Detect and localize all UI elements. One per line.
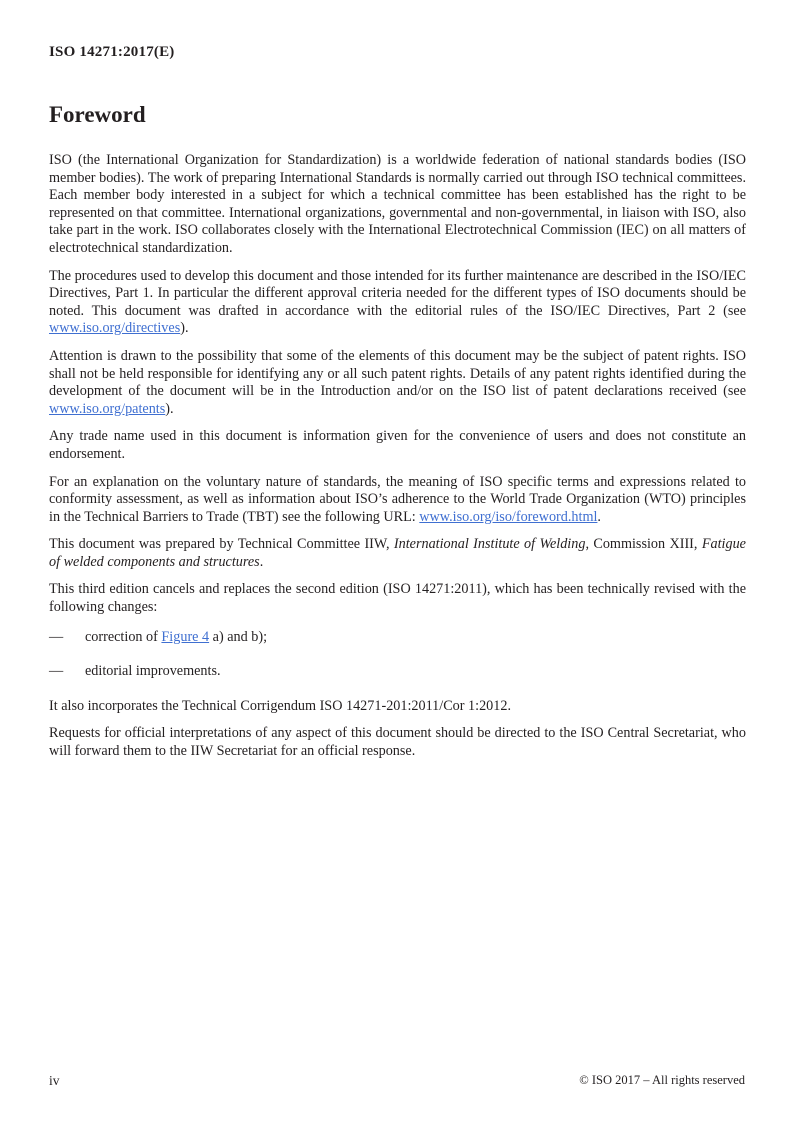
paragraph-wto-tbt <box>49 474 746 527</box>
paragraph-corrigendum <box>49 698 746 716</box>
paragraph-text: editorial improvements. <box>85 663 221 680</box>
paragraph-iso-federation <box>49 152 746 258</box>
paragraph-text: Requests for official interpretations of any aspect of this document should be directed to the ISO Central Secretariat, who will forward them to the IIW Secretariat for an official response. <box>49 725 746 760</box>
paragraph-text: It also incorporates the Technical Corrigendum ISO 14271-201:2011/Cor 1:2012. <box>49 697 511 714</box>
document-reference-header: ISO 14271:2017(E) <box>49 44 175 60</box>
foreword-body <box>49 152 746 771</box>
list-item-text <box>85 663 746 681</box>
link-iso-directives[interactable]: www.iso.org/directives <box>49 320 181 337</box>
link-iso-patents[interactable]: www.iso.org/patents <box>49 400 166 417</box>
list-item-text <box>85 629 746 647</box>
paragraph-trade-name <box>49 428 746 463</box>
paragraph-text: correction of <box>85 628 162 645</box>
copyright-notice: © ISO 2017 – All rights reserved <box>579 1073 745 1087</box>
paragraph-text: , Commission XIII, <box>585 536 702 553</box>
page-title: Foreword <box>49 102 146 127</box>
paragraph-third-edition <box>49 581 746 616</box>
paragraph-text: ISO (the International Organization for Standardization) is a worldwide federation of national standards bodies (ISO member bodies). The work of preparing International Standards is normally carried out through ISO technical committees. Each member body interested in a subject for which a technical committee has been established has the right to be represented on that committee. International organizations, governmental and non-governmental, in liaison with ISO, also take part in the work. ISO collaborates closely with the International Electrotechnical Commission (IEC) on all matters of electrotechnical standardization. <box>49 152 746 256</box>
paragraph-procedures <box>49 268 746 338</box>
dash-marker: — <box>49 663 64 680</box>
paragraph-text: This third edition cancels and replaces the second edition (ISO 14271:2011), which has been technically revised with the following changes: <box>49 581 746 616</box>
link-figure-4[interactable]: Figure 4 <box>161 628 210 645</box>
page-number: iv <box>49 1073 60 1088</box>
link-iso-foreword-url[interactable]: www.iso.org/iso/foreword.html <box>419 508 598 525</box>
paragraph-patent-rights <box>49 348 746 418</box>
paragraph-text: ). <box>180 320 189 337</box>
dash-marker: — <box>49 628 64 645</box>
list-item-editorial <box>49 663 746 681</box>
changes-list <box>49 629 746 681</box>
paragraph-text: . <box>597 508 601 525</box>
paragraph-text: Attention is drawn to the possibility that some of the elements of this document may be the subject of patent rights. ISO shall not be held responsible for identifying any or all such patent rights. Details of any patent rights identified during the development of the document will be in the Introduction and/or on the ISO list of patent declarations received (see <box>49 347 746 400</box>
paragraph-text: Any trade name used in this document is information given for the convenience of users and does not constitute an endorsement. <box>49 428 746 462</box>
list-item-figure-correction <box>49 629 746 647</box>
paragraph-text: . <box>259 553 264 570</box>
paragraph-committee <box>49 536 746 571</box>
paragraph-text: ). <box>165 400 174 417</box>
paragraph-text: For an explanation on the voluntary nature of standards, the meaning of ISO specific terms and expressions related to conformity assessment, as well as information about ISO’s adherence to the World Trade Organization (WTO) principles in the Technical Barriers to Trade (TBT) see the following URL: <box>49 473 746 525</box>
paragraph-text: The procedures used to develop this document and those intended for its further maintenance are described in the ISO/IEC Directives, Part 1. In particular the different approval criteria needed for the different types of ISO documents should be noted. This document was drafted in accordance with the editorial rules of the ISO/IEC Directives, Part 2 (see <box>49 267 746 319</box>
paragraph-text: a) and b); <box>209 628 268 645</box>
paragraph-text: This document was prepared by Technical Committee IIW, <box>49 536 394 553</box>
paragraph-interpretations <box>49 725 746 760</box>
commission-name-italic: Fatigue of welded components and structures <box>49 536 746 570</box>
committee-name-italic: International Institute of Welding <box>393 536 586 553</box>
